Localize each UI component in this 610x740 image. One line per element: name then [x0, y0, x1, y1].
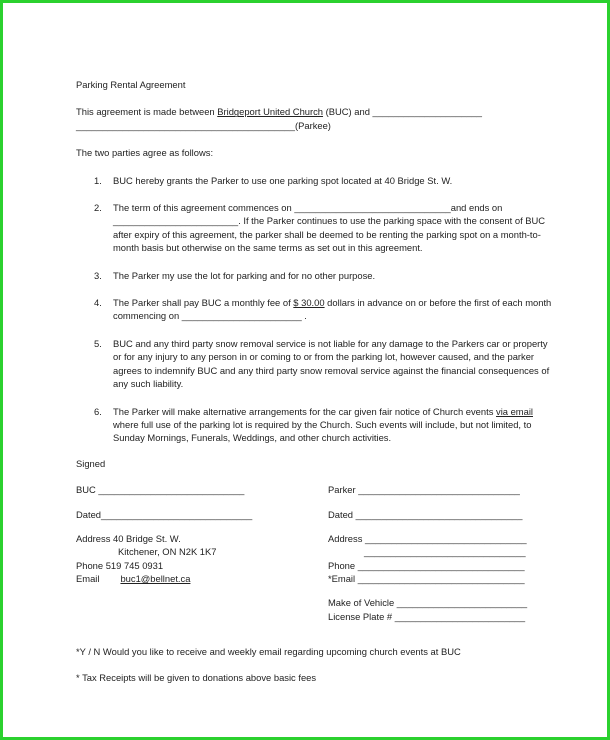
- parker-phone-line[interactable]: Phone ________________________________: [328, 559, 525, 571]
- list-item: 1. BUC hereby grants the Parker to use one parking spot located at 40 Bridge St. W.: [94, 174, 453, 186]
- vehicle-make-line[interactable]: Make of Vehicle _________________________: [328, 597, 528, 609]
- buc-signature-line[interactable]: BUC ____________________________: [76, 484, 245, 496]
- buc-address: Address 40 Bridge St. W.: [76, 532, 181, 544]
- list-item: 6. The Parker will make alternative arrangements for the car given fair notice of Church events via email where full use of the parking lot is required by the Church. Such events will include, but not limited, to Sunday Mornings, Funerals, Weddings, and other church activities.: [94, 405, 533, 444]
- document: [76, 78, 556, 684]
- list-item: 5. BUC and any third party snow removal service is not liable for any damage to the Parkers car or property or for any injury to any person in or coming to or from the parking lot, however caused, and the parker agrees to indemnify BUC and any third party snow removal service against the financial consequences of any such liability.: [94, 337, 550, 390]
- document-title: Parking Rental Agreement: [76, 79, 186, 90]
- parker-signature-line[interactable]: Parker _______________________________: [328, 484, 520, 496]
- buc-phone: Phone 519 745 0931: [76, 559, 164, 571]
- buc-email: Email buc1@bellnet.ca: [76, 573, 191, 585]
- list-item: 4. The Parker shall pay BUC a monthly fee of $ 30.00 dollars in advance on or before the first of each month commencing on _______________________ .: [94, 297, 552, 322]
- buc-signature-column: [76, 483, 316, 585]
- list-item: 2. The term of this agreement commences on ______________________________and ends on ________________________. If the Parker continues to use the parking space with the consent of BUC after expiry of this agreement, the parker shall be deemed to be renting the parking spot on a month-to-month basis but otherwise on the same terms as set out in this agreement.: [94, 202, 546, 254]
- buc-address-line2: Kitchener, ON N2K 1K7: [118, 546, 217, 558]
- monthly-fee: $ 30.00: [293, 297, 325, 309]
- parker-address-line[interactable]: Address _______________________________: [328, 532, 527, 544]
- intro-text-2: (BUC) and _____________________: [323, 106, 483, 118]
- buc-name: Bridgeport United Church: [217, 106, 324, 118]
- parker-address-line2[interactable]: _______________________________: [364, 546, 526, 558]
- signed-heading: Signed: [76, 457, 106, 469]
- email-opt-in-note: *Y / N Would you like to receive and weekly email regarding upcoming church events at BUC: [76, 646, 461, 658]
- intro-text: This agreement is made between: [76, 106, 218, 118]
- parker-email-line[interactable]: *Email ________________________________: [328, 573, 525, 585]
- tax-receipt-note: * Tax Receipts will be given to donations above basic fees: [76, 671, 317, 683]
- via-email-link[interactable]: via email: [496, 405, 533, 417]
- terms-list: [76, 174, 556, 445]
- license-plate-line[interactable]: License Plate # _________________________: [328, 610, 526, 622]
- buc-dated-line[interactable]: Dated_____________________________: [76, 508, 253, 520]
- signature-block: [76, 483, 556, 633]
- buc-email-link[interactable]: buc1@bellnet.ca: [120, 573, 191, 585]
- parker-signature-column: [328, 483, 568, 623]
- parkee-line: __________________________________________(Parkee): [76, 119, 331, 131]
- list-item: 3. The Parker my use the lot for parking and for no other purpose.: [94, 269, 376, 281]
- parker-dated-line[interactable]: Dated ________________________________: [328, 508, 523, 520]
- agree-text: The two parties agree as follows:: [76, 147, 214, 159]
- intro-paragraph: [76, 105, 556, 132]
